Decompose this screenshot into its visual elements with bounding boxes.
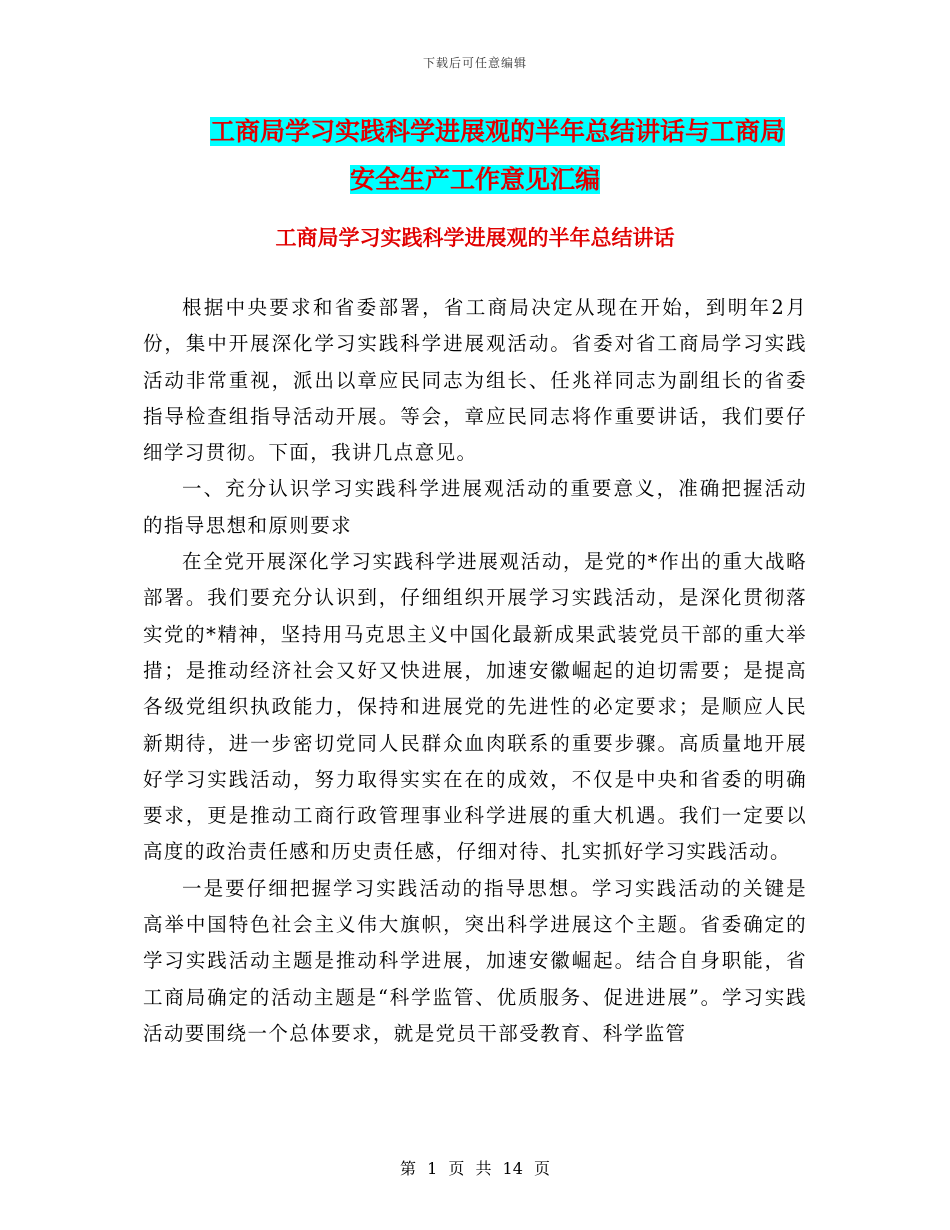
paragraph: 根据中央要求和省委部署，省工商局决定从现在开始，到明年2月份，集中开展深化学习实践科学进展观活动。省委对省工商局学习实践活动非常重视，派出以章应民同志为组长、任兆祥同志为副组长的省委指导检查组指导活动开展。等会，章应民同志将作重要讲话，我们要仔细学习贯彻。下面，我讲几点意见。 — [143, 296, 807, 465]
page-header-note: 下载后可任意编辑 — [422, 56, 527, 70]
paragraph: 一是要仔细把握学习实践活动的指导思想。学习实践活动的关键是高举中国特色社会主义伟大旗帜，突出科学进展这个主题。省委确定的学习实践活动主题是推动科学进展，加速安徽崛起。结合自身职能，省工商局确定的活动主题是“科学监管、优质服务、促进进展”。学习实践活动要围绕一个总体要求，就是党员干部受教育、科学监管 — [143, 876, 807, 1045]
page-footer: 第 1 页 共 14 页 — [400, 1159, 550, 1178]
document-title — [0, 108, 950, 204]
document-title-line-1: 工商局学习实践科学进展观的半年总结讲话与工商局 — [209, 117, 785, 146]
body-text — [143, 290, 807, 1052]
paragraph: 一、充分认识学习实践科学进展观活动的重要意义，准确把握活动的指导思想和原则要求 — [143, 477, 807, 537]
paragraph: 在全党开展深化学习实践科学进展观活动，是党的*作出的重大战略部署。我们要充分认识到，仔细组织开展学习实践活动，是深化贯彻落实党的*精神，坚持用马克思主义中国化最新成果武装党员干部的重大举措；是推动经济社会又好又快进展，加速安徽崛起的迫切需要；是提高各级党组织执政能力，保持和进展党的先进性的必定要求；是顺应人民新期待，进一步密切党同人民群众血肉联系的重要步骤。高质量地开展好学习实践活动，努力取得实实在在的成效，不仅是中央和省委的明确要求，更是推动工商行政管理事业科学进展的重大机遇。我们一定要以高度的政治责任感和历史责任感，仔细对待、扎实抓好学习实践活动。 — [143, 550, 807, 864]
document-title-line-2: 安全生产工作意见汇编 — [349, 165, 600, 194]
section-title: 工商局学习实践科学进展观的半年总结讲话 — [275, 226, 675, 250]
